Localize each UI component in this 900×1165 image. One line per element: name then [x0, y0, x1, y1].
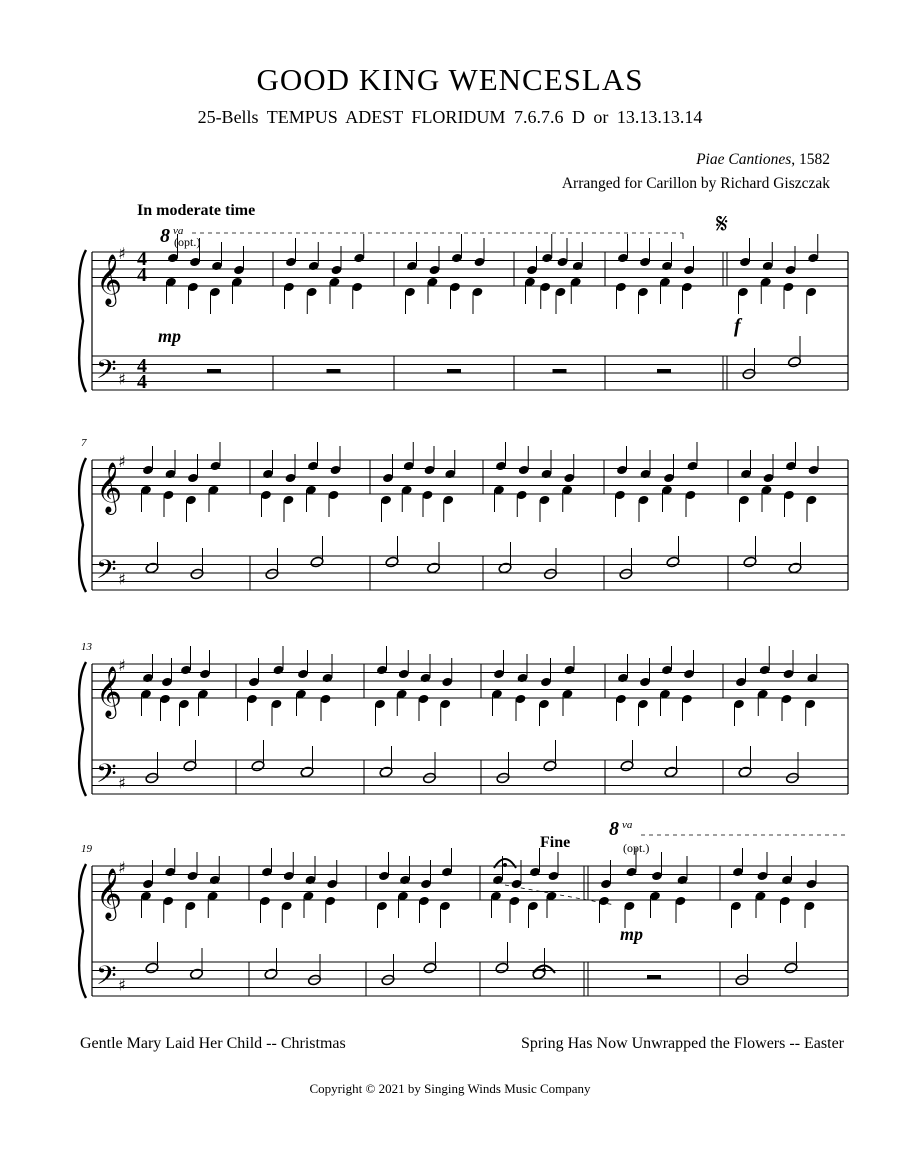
key-signature-sharp: ♯	[118, 452, 126, 471]
half-rest	[447, 369, 461, 373]
arranger-credit: Arranged for Carillon by Richard Giszczak	[561, 175, 830, 192]
page-title: GOOD KING WENCESLAS	[256, 62, 644, 97]
half-note-head	[251, 760, 265, 772]
half-note-head	[145, 962, 159, 974]
time-sig-bass-top: 4	[137, 355, 147, 377]
half-note-head	[619, 568, 633, 580]
key-signature-sharp: ♯	[118, 369, 126, 389]
treble-clef-icon: 𝄞	[96, 868, 123, 919]
half-note-head	[183, 760, 197, 772]
half-note-head	[385, 556, 399, 568]
octave-opt-1: (opt.)	[174, 235, 201, 249]
tune-info: 25-Bells TEMPUS ADEST FLORIDUM 7.6.7.6 D or 13.13.13.14	[197, 107, 703, 127]
treble-clef-icon: 𝄞	[96, 254, 123, 305]
half-note-head	[496, 772, 510, 784]
key-signature-sharp: ♯	[118, 773, 126, 793]
half-note-head	[664, 766, 678, 778]
treble-clef-icon: 𝄞	[96, 462, 123, 513]
half-note-head	[423, 962, 437, 974]
source-year: , 1582	[791, 151, 830, 168]
half-note-head	[543, 568, 557, 580]
grand-staff-brace	[79, 250, 86, 392]
bass-clef-icon: 𝄢	[96, 959, 117, 998]
measure-number-7: 7	[81, 437, 87, 449]
half-note-head	[190, 568, 204, 580]
half-note-head	[666, 556, 680, 568]
half-note-head	[422, 772, 436, 784]
half-note-head	[785, 772, 799, 784]
half-note-head	[145, 562, 159, 574]
key-signature-sharp: ♯	[118, 656, 126, 675]
dynamic-mp-2: mp	[620, 924, 644, 944]
tempo-marking: In moderate time	[137, 202, 256, 219]
key-signature-sharp: ♯	[118, 569, 126, 589]
alt-text-christmas: Gentle Mary Laid Her Child -- Christmas	[80, 1035, 346, 1052]
staff-lines	[92, 252, 848, 996]
half-note-head	[742, 368, 756, 380]
half-note-head	[743, 556, 757, 568]
alt-text-easter: Spring Has Now Unwrapped the Flowers -- Easter	[520, 1035, 844, 1052]
half-note-head	[426, 562, 440, 574]
half-note-head	[735, 974, 749, 986]
half-note-head	[145, 772, 159, 784]
half-note-head	[495, 962, 509, 974]
bass-clef-icon: 𝄢	[96, 353, 117, 392]
key-signature-sharp: ♯	[118, 858, 126, 877]
octave-opt-2: (opt.)	[623, 841, 650, 855]
half-note-head	[381, 974, 395, 986]
octave-mark-1: 8	[160, 225, 170, 247]
fine-marking: Fine	[540, 834, 571, 851]
grand-staff-brace	[79, 864, 86, 998]
time-sig-bass-bottom: 4	[137, 371, 147, 393]
bass-clef-icon: 𝄢	[96, 553, 117, 592]
time-sig-treble-top: 4	[137, 248, 147, 270]
barlines	[92, 252, 848, 996]
half-note-head	[265, 568, 279, 580]
octave-sup-1: va	[173, 225, 184, 237]
measure-number-19: 19	[81, 843, 92, 855]
half-rest	[207, 369, 221, 373]
half-note-head	[307, 974, 321, 986]
half-note-head	[620, 760, 634, 772]
half-note-head	[784, 962, 798, 974]
voice-line	[505, 885, 615, 905]
half-note-head	[189, 968, 203, 980]
half-note-head	[543, 760, 557, 772]
half-note-head	[738, 766, 752, 778]
grand-staff-brace	[79, 458, 86, 592]
key-signature-sharp: ♯	[118, 244, 126, 263]
half-note-head	[379, 766, 393, 778]
key-signature-sharp: ♯	[118, 975, 126, 995]
octave-sup-2: va	[622, 819, 633, 831]
half-note-head	[300, 766, 314, 778]
half-rest	[647, 975, 661, 979]
source-collection: Piae Cantiones	[696, 151, 792, 168]
bass-clef-icon: 𝄢	[96, 757, 117, 796]
half-rest	[327, 369, 341, 373]
half-note-head	[787, 356, 801, 368]
time-sig-treble-bottom: 4	[137, 264, 147, 286]
half-rest	[553, 369, 567, 373]
half-note-head	[310, 556, 324, 568]
treble-clef-icon: 𝄞	[96, 666, 123, 717]
segno-sign: 𝄋	[716, 207, 729, 240]
clefs	[79, 244, 126, 998]
half-note-head	[498, 562, 512, 574]
fermata-treble	[494, 859, 516, 868]
grand-staff-brace	[79, 662, 86, 796]
dynamic-mp-1: mp	[158, 326, 182, 346]
half-rest	[657, 369, 671, 373]
dynamic-f: f	[734, 315, 741, 337]
half-note-head	[264, 968, 278, 980]
half-note-head	[788, 562, 802, 574]
octave-mark-2: 8	[609, 818, 619, 840]
copyright-notice: Copyright © 2021 by Singing Winds Music Company	[309, 1081, 591, 1096]
measure-number-13: 13	[81, 641, 92, 653]
